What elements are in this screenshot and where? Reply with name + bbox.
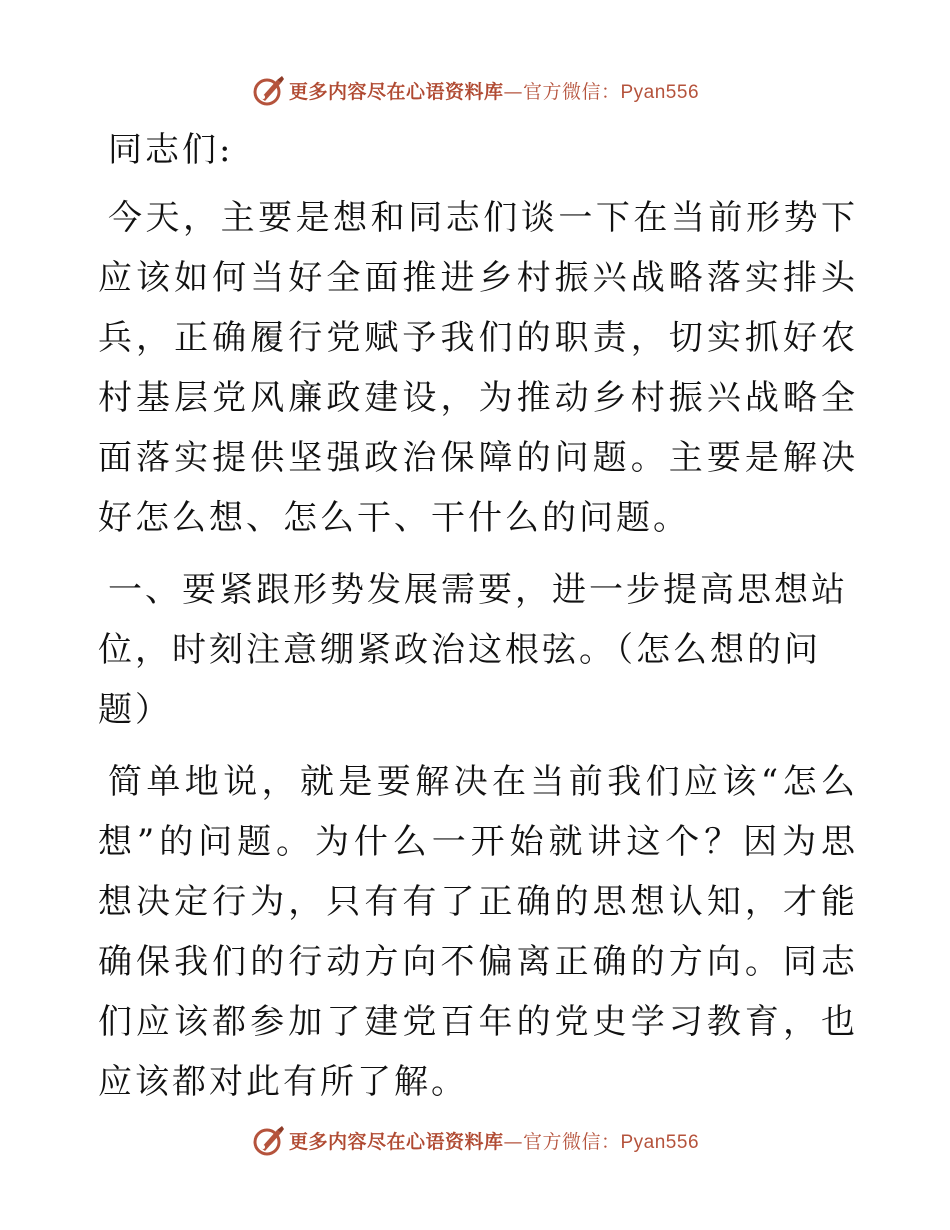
watermark-brand: 更多内容尽在心语资料库 [288, 1130, 504, 1153]
watermark-contact-label: 官方微信： [522, 1130, 621, 1153]
pen-logo-icon [251, 1123, 285, 1157]
watermark-contact-label: 官方微信： [522, 80, 621, 103]
watermark-contact-id: Pyan556 [620, 81, 700, 103]
watermark-text [289, 1127, 699, 1154]
paragraph-body: 简单地说，就是要解决在当前我们应该“怎么想”的问题。为什么一开始就讲这个？因为思想决定行为，只有有了正确的思想认知，才能确保我们的行动方向不偏离正确的方向。同志们应该都参加了建党百年的党史学习教育，也应该都对此有所了解。 [98, 762, 858, 1102]
watermark-dash: — [503, 80, 523, 103]
watermark-contact-id: Pyan556 [620, 1131, 700, 1153]
watermark-dash: — [503, 1130, 523, 1153]
greeting: 同志们: [108, 130, 234, 170]
watermark-brand: 更多内容尽在心语资料库 [288, 80, 504, 103]
watermark-text [289, 77, 699, 104]
document-body [98, 120, 858, 1124]
footer-watermark [0, 1120, 950, 1160]
header-watermark [0, 70, 950, 110]
paragraph-intro: 今天，主要是想和同志们谈一下在当前形势下应该如何当好全面推进乡村振兴战略落实排头兵，正确履行党赋予我们的职责，切实抓好农村基层党风廉政建设，为推动乡村振兴战略全面落实提供坚强政治保障的问题。主要是解决好怎么想、怎么干、干什么的问题。 [98, 198, 858, 538]
pen-logo-icon [251, 73, 285, 107]
section-heading: 一、要紧跟形势发展需要，进一步提高思想站位，时刻注意绷紧政治这根弦。（怎么想的问题） [98, 570, 848, 730]
